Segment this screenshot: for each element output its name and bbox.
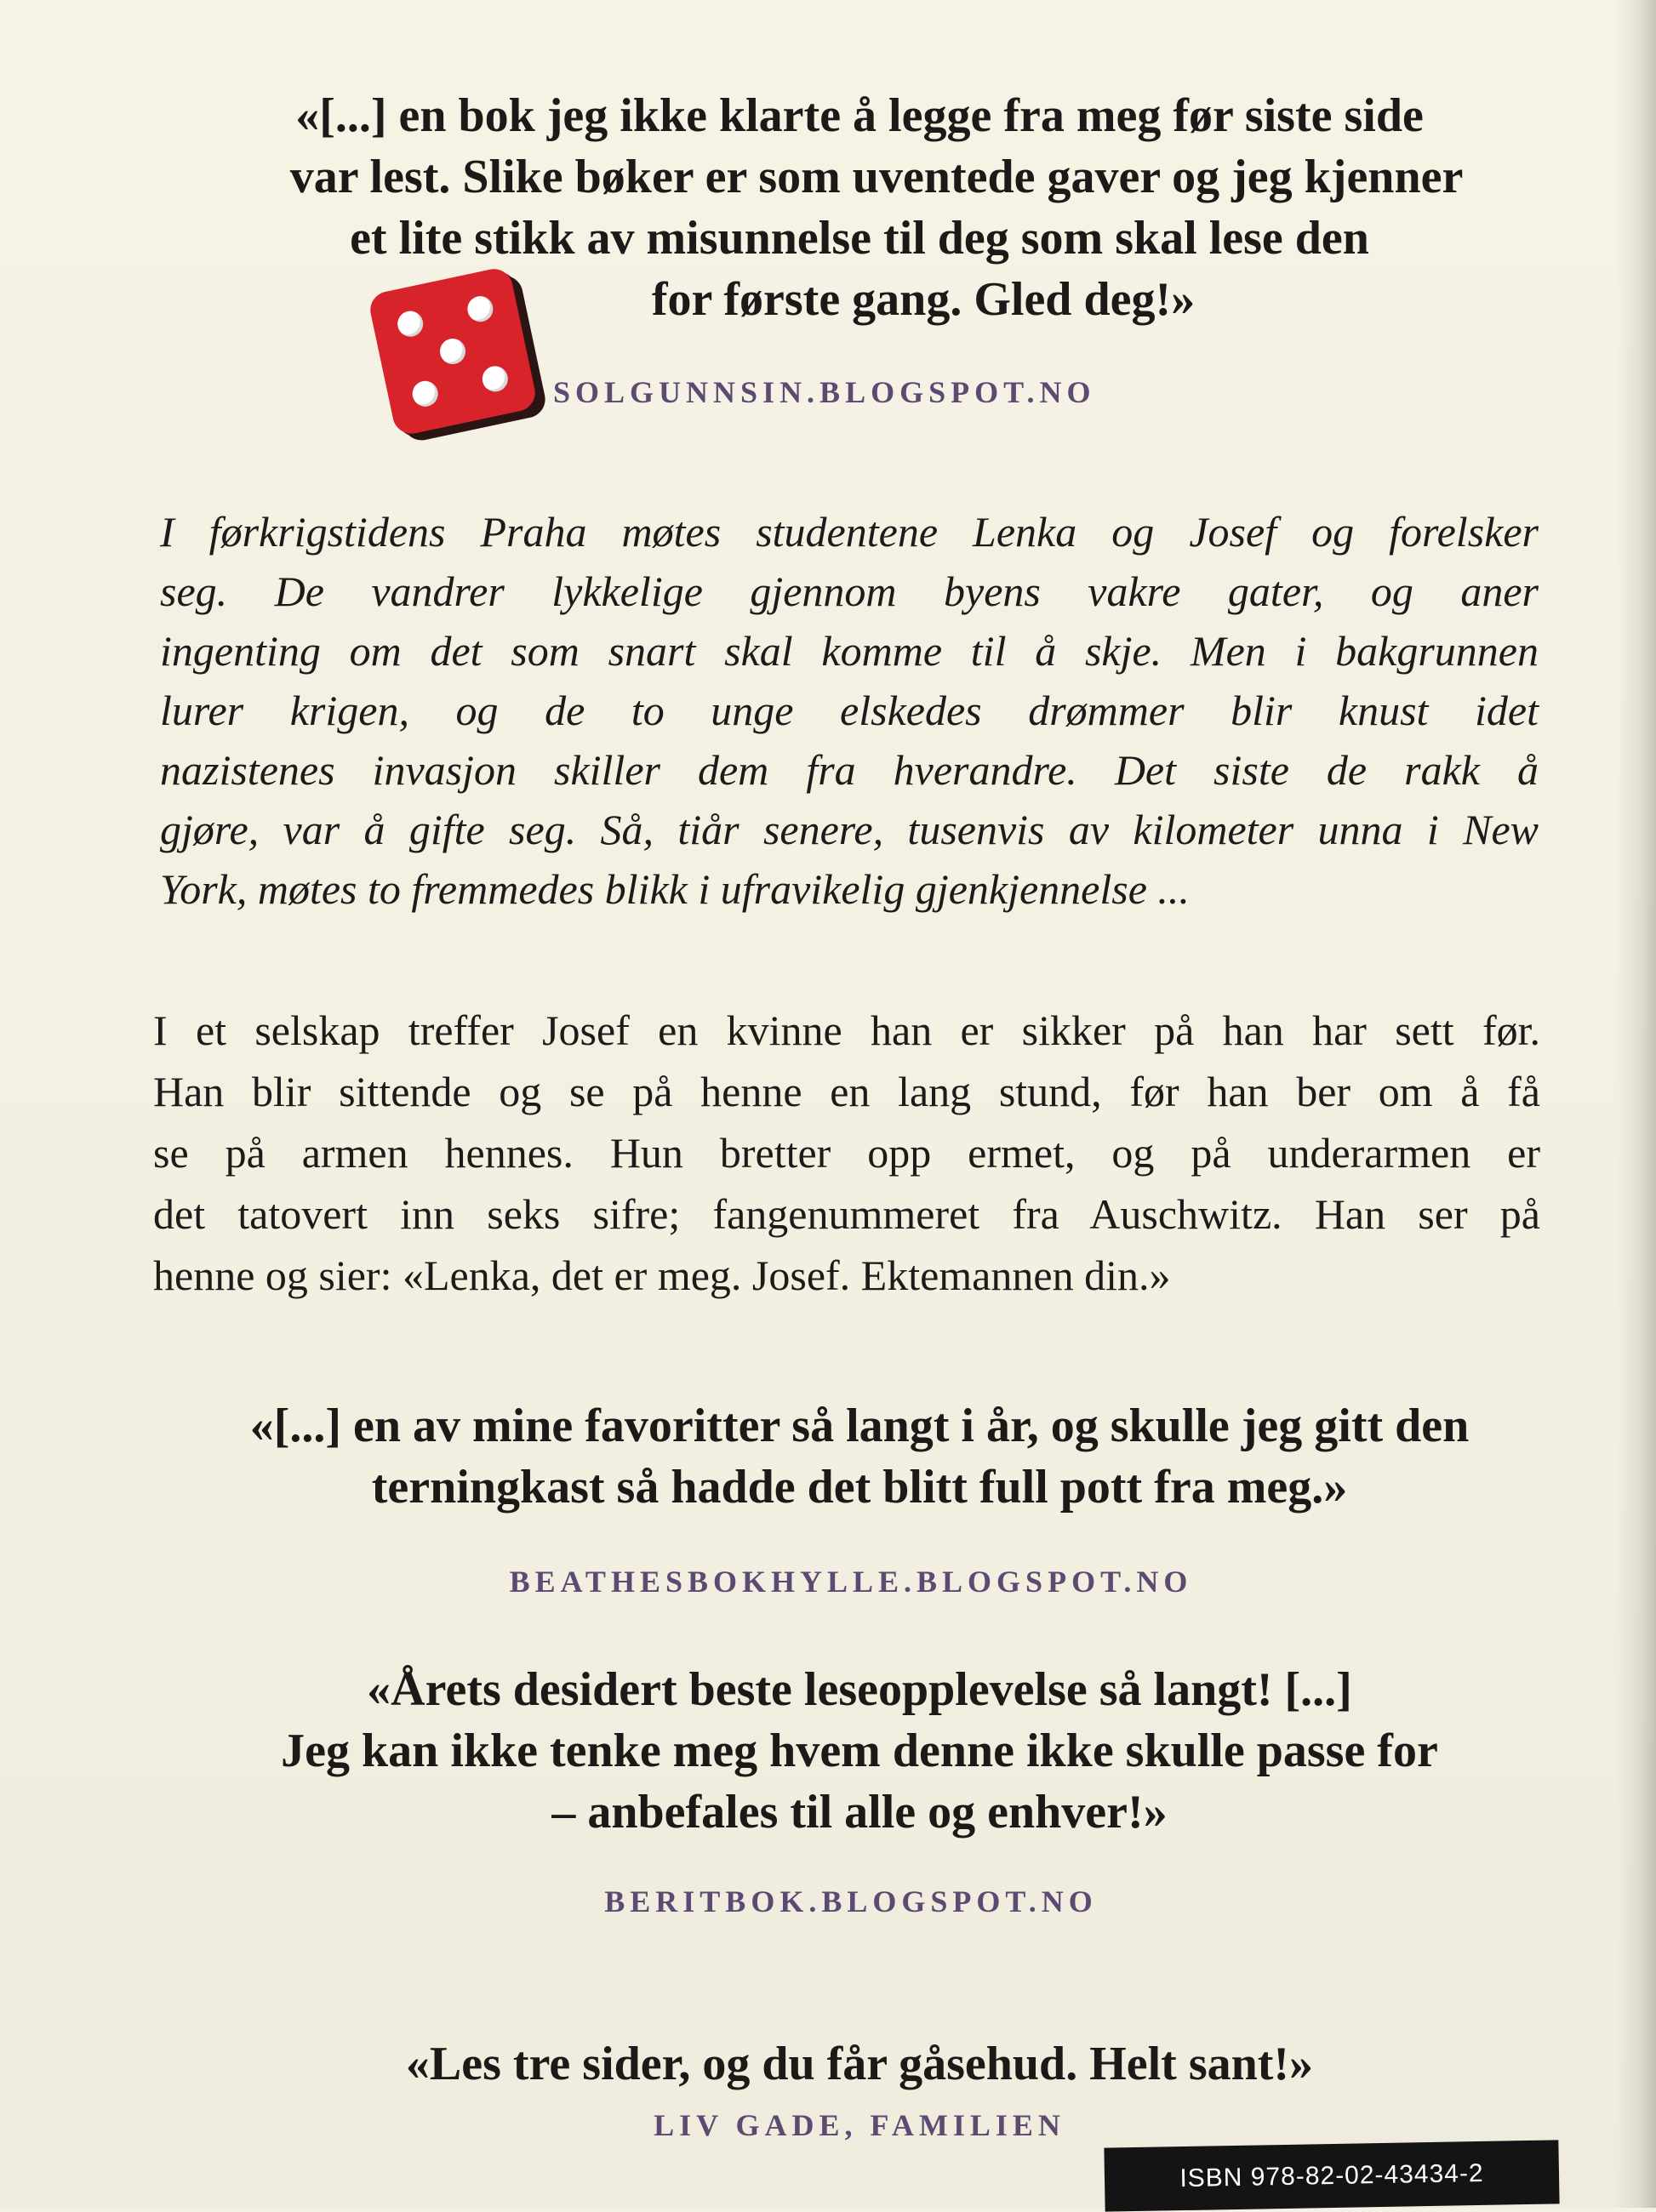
story-paragraph bbox=[153, 1000, 1540, 1306]
story-line: henne og sier: «Lenka, det er meg. Josef. Ektemannen din.» bbox=[153, 1251, 1171, 1299]
quote-line: – anbefales til alle og enhver!» bbox=[551, 1786, 1168, 1839]
review-quote-3 bbox=[170, 1659, 1549, 1843]
story-line: se på armen hennes. Hun bretter opp ermet, og på underarmen er bbox=[153, 1129, 1540, 1177]
story-line: Han blir sittende og se på henne en lang stund, før han ber om å få bbox=[153, 1068, 1540, 1115]
quote-line: «[...] en bok jeg ikke klarte å legge fra meg før siste side bbox=[295, 89, 1424, 142]
blurb-line: I førkrigstidens Praha møtes studentene Lenka og Josef og forelsker bbox=[160, 508, 1539, 556]
story-line: I et selskap treffer Josef en kvinne han er sikker på han har sett før. bbox=[153, 1006, 1540, 1054]
review-quote-2 bbox=[153, 1395, 1566, 1518]
quote-line: et lite stikk av misunnelse til deg som skal lese den bbox=[350, 212, 1369, 265]
spine-shadow bbox=[1617, 0, 1656, 2208]
blurb-line: nazistenes invasjon skiller dem fra hverandre. Det siste de rakk å bbox=[160, 746, 1539, 794]
die-pip bbox=[410, 379, 441, 409]
blurb-line: ingenting om det som snart skal komme til å skje. Men i bakgrunnen bbox=[160, 627, 1539, 675]
blurb-line: lurer krigen, og de to unge elskedes drømmer blir knust idet bbox=[160, 687, 1539, 734]
review-quote-4 bbox=[272, 2033, 1447, 2095]
review-source-1: SOLGUNNSIN.BLOGSPOT.NO bbox=[553, 375, 1096, 409]
quote-line: var lest. Slike bøker er som uventede gaver og jeg kjenner bbox=[289, 151, 1464, 203]
quote-line: for første gang. Gled deg!» bbox=[651, 273, 1196, 326]
quote-line: «Årets desidert beste leseopplevelse så langt! [...] bbox=[367, 1663, 1352, 1716]
blurb-paragraph bbox=[160, 502, 1539, 919]
review-source-3: BERITBOK.BLOGSPOT.NO bbox=[604, 1884, 1098, 1918]
die-pip bbox=[395, 309, 425, 339]
blurb-line: gjøre, var å gifte seg. Så, tiår senere, tusenvis av kilometer unna i New bbox=[160, 806, 1539, 853]
quote-line: «[...] en av mine favoritter så langt i år, og skulle jeg gitt den bbox=[249, 1400, 1470, 1452]
quote-line: Jeg kan ikke tenke meg hvem denne ikke skulle passe for bbox=[281, 1725, 1438, 1777]
story-line: det tatovert inn seks sifre; fangenummeret fra Auschwitz. Han ser på bbox=[153, 1190, 1540, 1238]
quote-line: «Les tre sider, og du får gåsehud. Helt sant!» bbox=[405, 2038, 1314, 2090]
blurb-line: York, møtes to fremmedes blikk i ufravikelig gjenkjennelse ... bbox=[160, 865, 1190, 913]
die-pip bbox=[465, 294, 496, 324]
blurb-line: seg. De vandrer lykkelige gjennom byens vakre gater, og aner bbox=[160, 567, 1539, 615]
isbn-label: ISBN 978-82-02-43434-2 bbox=[1104, 2140, 1559, 2211]
review-source-4: LIV GADE, FAMILIEN bbox=[654, 2108, 1065, 2142]
die-pip bbox=[437, 336, 468, 367]
red-die-icon bbox=[367, 265, 539, 437]
quote-line: terningkast så hadde det blitt full pott fra meg.» bbox=[371, 1461, 1348, 1514]
die-pip bbox=[480, 364, 511, 395]
review-source-2: BEATHESBOKHYLLE.BLOGSPOT.NO bbox=[509, 1565, 1193, 1599]
